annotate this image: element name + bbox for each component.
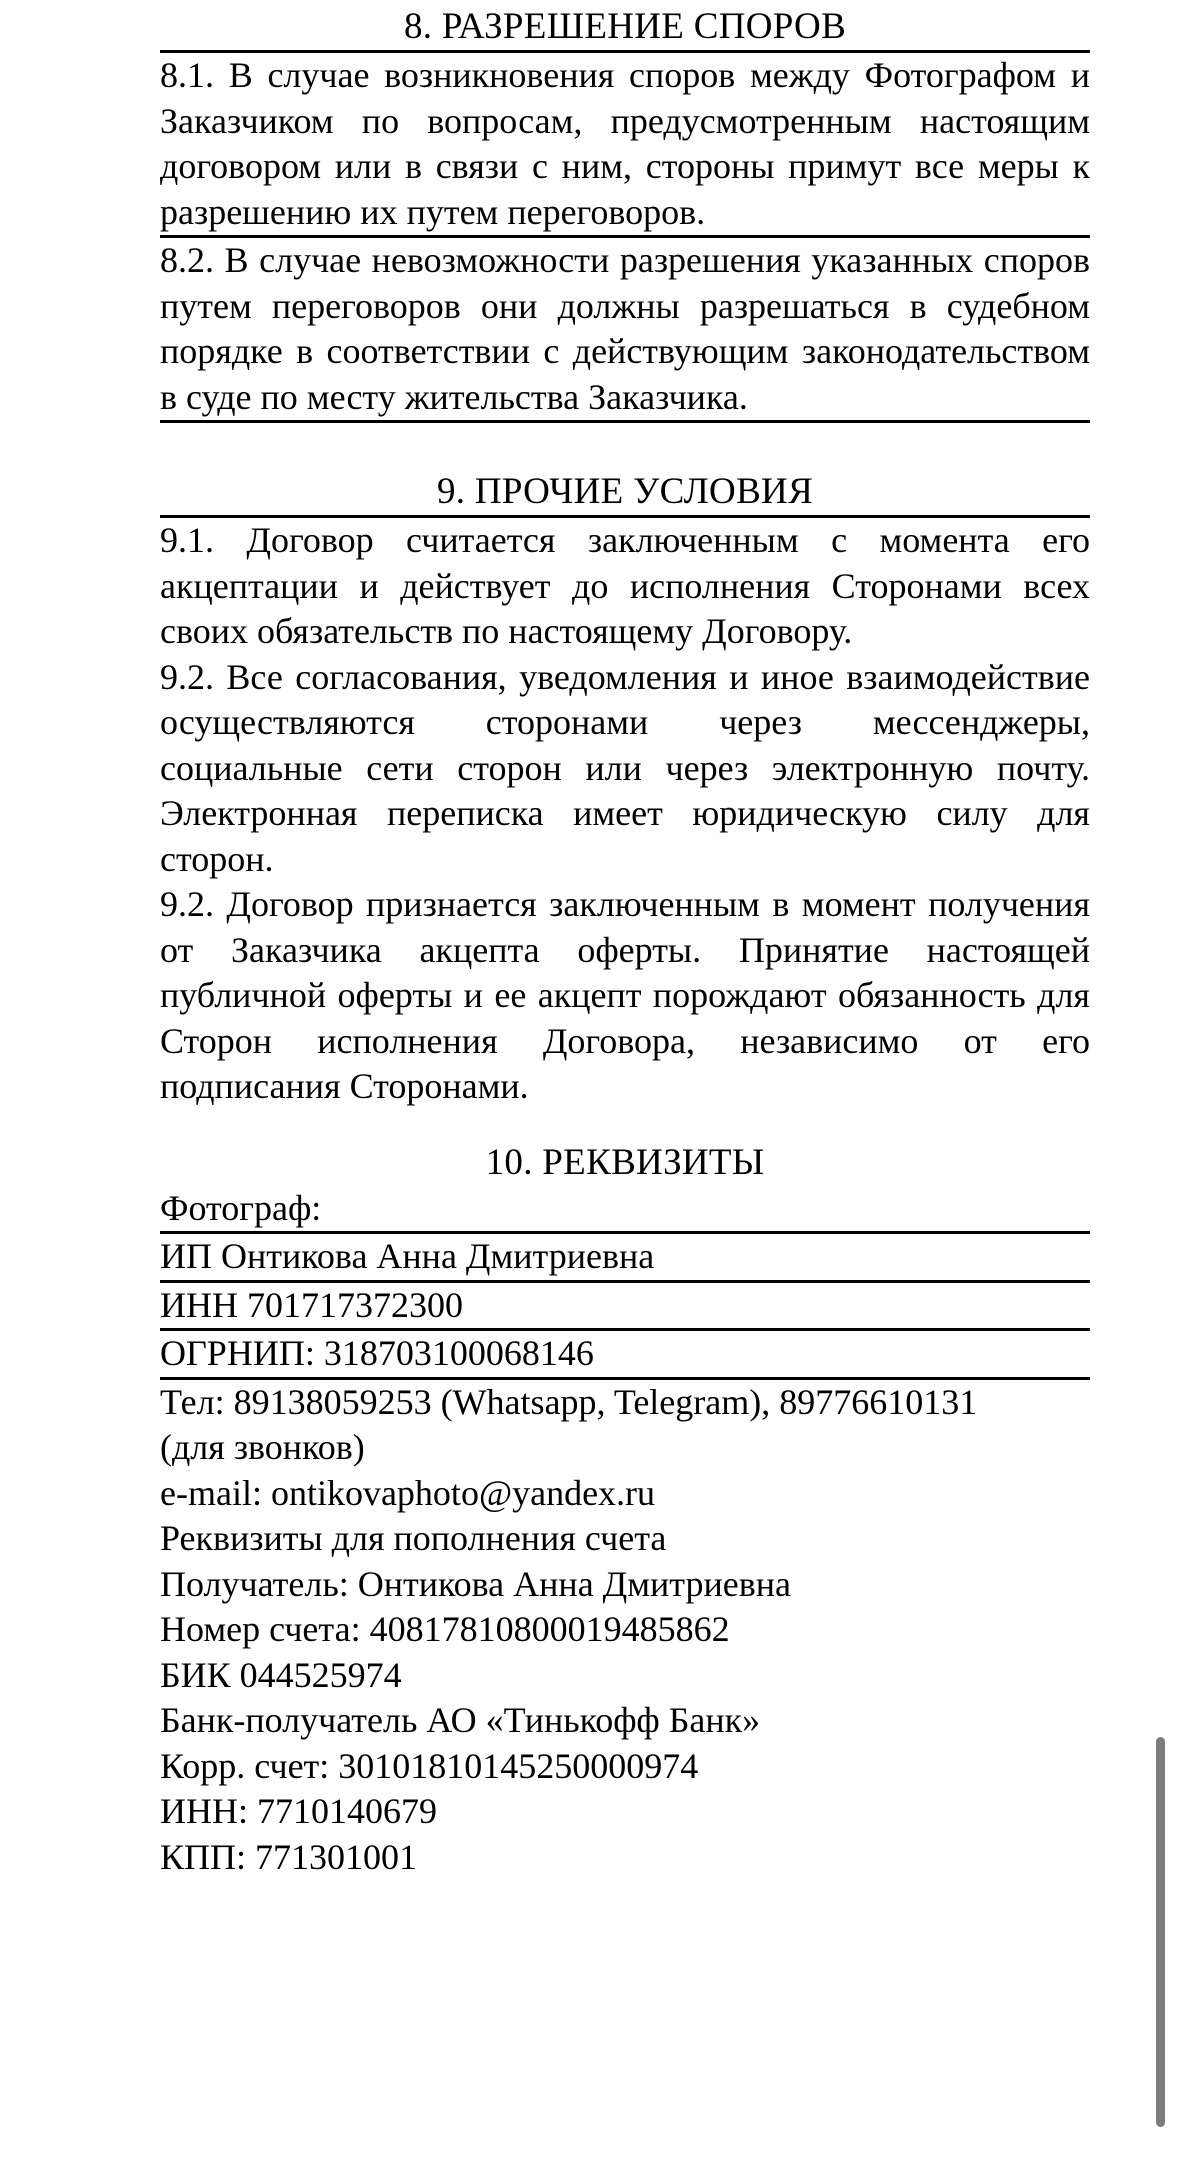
vertical-scrollbar[interactable] [1156,1737,1165,2127]
section-heading-9: 9. ПРОЧИЕ УСЛОВИЯ [436,471,814,512]
requisites-ogrnip: ОГРНИП: 318703100068146 [160,1333,594,1373]
requisites-photographer-label: Фотограф: [160,1187,322,1228]
requisites-bank-name: Банк-получатель АО «Тинькофф Банк» [160,1700,761,1740]
requisites-bank-inn: ИНН: 7710140679 [160,1791,437,1831]
paragraph-8-1: 8.1. В случае возникновения споров между Фотографом и Заказчиком по вопросам, предусмотренным настоящим договором или в связи с ним, стороны примут все меры к разрешению их путем переговоров. [160,55,1090,232]
paragraph-8-2: 8.2. В случае невозможности разрешения указанных споров путем переговоров они должны разрешаться в судебном порядке в соответствии с действующим законодательством в суде по месту жительства Заказчика. [160,240,1090,417]
requisites-inn: ИНН 701717372300 [160,1284,463,1325]
requisites-phone-note: (для звонков) [160,1427,365,1467]
paragraph-9-2-a: 9.2. Все согласования, уведомления и иное взаимодействие осуществляются сторонами через мессенджеры, социальные сети сторон или через электронную почту. Электронная переписка имеет юридическую силу для сторон. [160,656,1090,879]
paragraph-9-2-b: 9.2. Договор признается заключенным в момент получения от Заказчика акцепта оферты. Принятие настоящей публичной оферты и ее акцепт порождают обязанность для Сторон исполнения Договора, независимо от его подписания Сторонами. [160,884,1090,1106]
section-spacer-9-10 [160,1110,1090,1140]
section-heading-8: 8. РАЗРЕШЕНИЕ СПОРОВ [403,6,847,47]
requisites-corr-account: Корр. счет: 30101810145250000974 [160,1745,699,1786]
requisites-email: e-mail: ontikovaphoto@yandex.ru [160,1472,656,1513]
requisites-entity-name: ИП Онтикова Анна Дмитриевна [160,1236,655,1276]
paragraph-9-1: 9.1. Договор считается заключенным с момента его акцептации и действует до исполнения Сторонами всех своих обязательств по настоящему Договору. [160,520,1090,651]
section-spacer-8-9 [160,423,1090,469]
requisites-bik: БИК 044525974 [160,1654,402,1695]
section-heading-10: 10. РЕКВИЗИТЫ [485,1141,765,1183]
requisites-phone: Тел: 89138059253 (Whatsapp, Telegram), 89776610131 [160,1381,978,1422]
requisites-payment-heading: Реквизиты для пополнения счета [160,1518,667,1558]
requisites-account-number: Номер счета: 40817810800019485862 [160,1609,730,1649]
requisites-bank-kpp: КПП: 771301001 [160,1836,418,1877]
document-body [160,0,1090,1880]
requisites-recipient: Получатель: Онтикова Анна Дмитриевна [160,1563,791,1604]
